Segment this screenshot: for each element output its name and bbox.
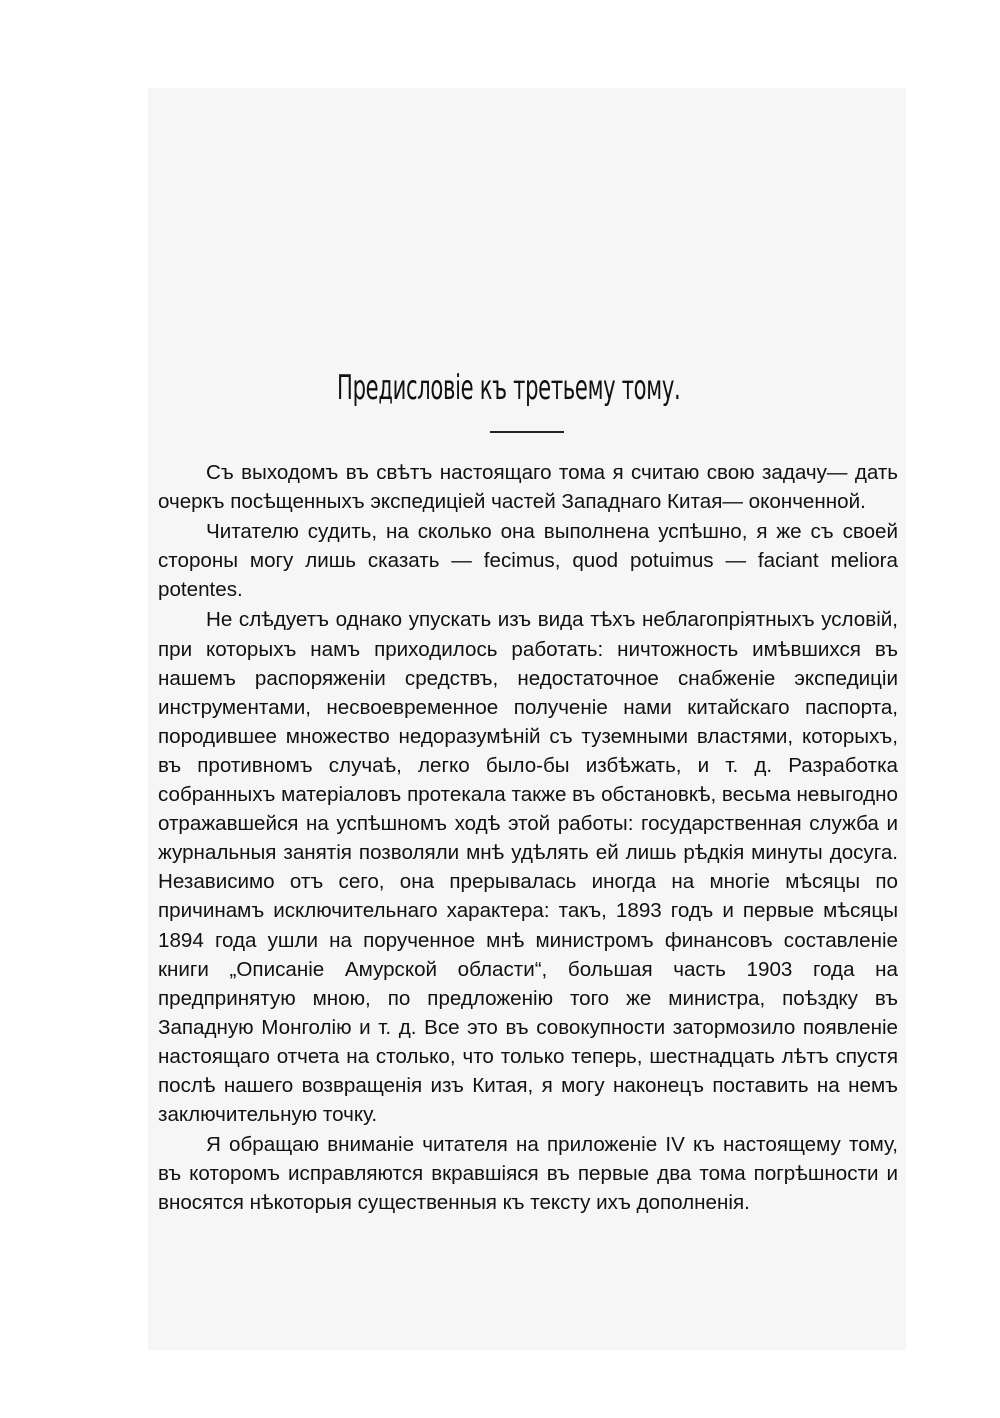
paragraph-1: Съ выходомъ въ свѣтъ настоящаго тома я считаю свою задачу— дать очеркъ посѣщенныхъ экспедиціей частей Западнаго Китая— оконченной. [158,461,898,514]
page-title: Предисловіе къ третьему тому. [337,368,681,408]
paragraph-4: Я обращаю вниманіе читателя на приложеніе IV къ настоящему тому, въ которомъ исправляются вкравшіяся въ первые два тома погрѣшности и вносятся нѣкоторыя существенныя къ тексту ихъ дополненія. [158,1133,898,1215]
paragraph-2: Читателю судить, на сколько она выполнена успѣшно, я же съ своей стороны могу лишь сказать — fecimus, quod potuimus — faciant meliora potentes. [158,520,898,602]
paragraph-3: Не слѣдуетъ однако упускать изъ вида тѣхъ неблагопріятныхъ условій, при которыхъ намъ приходилось работать: ничтожность имѣвшихся въ нашемъ распоряженіи средствъ, недостаточное снабженіе экспедиціи инструментами, несвоевременное полученіе нами китайскаго паспорта, породившее множество недоразумѣній съ туземными властями, которыхъ, въ противномъ случаѣ, легко было-бы избѣжать, и т. д. Разработка собранныхъ матеріаловъ протекала также въ обстановкѣ, весьма невыгодно отражавшейся на успѣшномъ ходѣ этой работы: государственная служба и журнальныя занятія позволяли мнѣ удѣлять ей лишь рѣдкія минуты досуга. Независимо отъ сего, она прерывалась иногда на многіе мѣсяцы по причинамъ исключительнаго характера: такъ, 1893 годъ и первые мѣсяцы 1894 года ушли на порученное мнѣ министромъ финансовъ составленіе книги „Описаніе Амурской области“, большая часть 1903 года на предпринятую мною, по предложенію того же министра, поѣздку въ Западную Монголію и т. д. Все это въ совокупности затормозило появленіе настоящаго отчета на столько, что только теперь, шестнадцать лѣтъ спустя послѣ нашего возвращенія изъ Китая, я могу наконецъ поставить на немъ заключительную точку. [158,608,898,1127]
title-divider [490,431,564,433]
preface-body [158,458,898,1218]
